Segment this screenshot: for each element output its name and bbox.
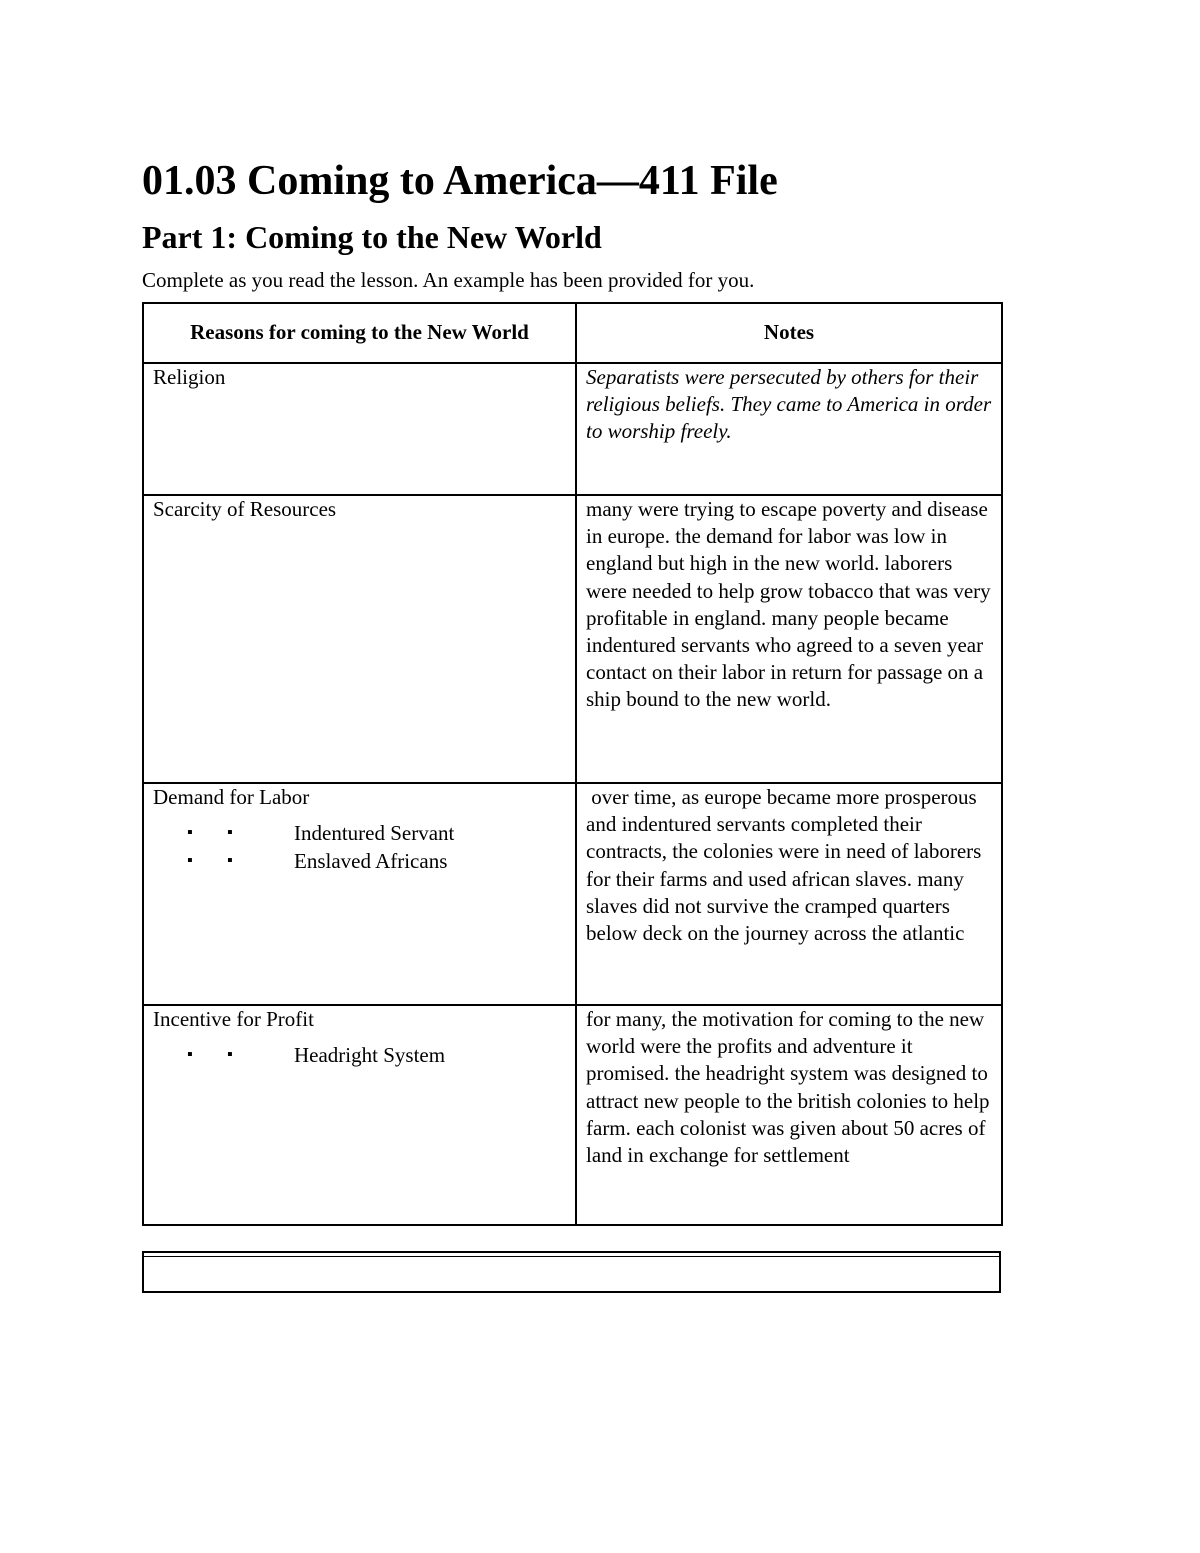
reason-label: Demand for Labor: [153, 785, 310, 809]
notes-cell[interactable]: [576, 1005, 1002, 1225]
table-header-row: [143, 303, 1002, 363]
table-row: [143, 363, 1002, 495]
list-item: [153, 819, 566, 847]
subitem-list: [153, 819, 566, 875]
notes-text: over time, as europe became more prosperous and indentured servants completed their contracts, the colonies were in need of laborers for their farms and used african slaves. many slaves did not survive the cramped quarters below deck on the journey across the atlantic: [586, 785, 987, 946]
list-item: [153, 1041, 566, 1069]
reasons-table: [142, 302, 1003, 1226]
reason-cell: [143, 783, 576, 1005]
notes-cell[interactable]: [576, 363, 1002, 495]
list-item: [153, 847, 566, 875]
table-row: [143, 1005, 1002, 1225]
empty-text-box[interactable]: [142, 1251, 1001, 1293]
table-row: [143, 495, 1002, 783]
notes-text: for many, the motivation for coming to the new world were the profits and adventure it promised. the headright system was designed to attract new people to the british colonies to help farm. each colonist was given about 50 acres of land in exchange for settlement: [586, 1007, 990, 1168]
header-notes: Notes: [576, 303, 1002, 363]
reason-cell: [143, 363, 576, 495]
reason-label: Scarcity of Resources: [153, 497, 337, 521]
bullet-icon: ▪: [227, 852, 233, 870]
notes-cell[interactable]: [576, 783, 1002, 1005]
reason-label: Religion: [153, 365, 226, 389]
notes-cell[interactable]: [576, 495, 1002, 783]
header-reasons: Reasons for coming to the New World: [143, 303, 576, 363]
bullet-icon: ▪: [227, 1046, 233, 1064]
reason-cell: [143, 495, 576, 783]
table-row: [143, 783, 1002, 1005]
part-heading: Part 1: Coming to the New World: [142, 219, 602, 255]
bullet-icon: ▪: [227, 824, 233, 842]
notes-text: many were trying to escape poverty and disease in europe. the demand for labor was low in england but high in the new world. laborers were needed to help grow tobacco that was very profitable in england. many people became indentured servants who agreed to a seven year contact on their labor in return for passage on a ship bound to the new world.: [586, 497, 991, 712]
subitem-list: [153, 1041, 566, 1069]
bullet-icon: ▪: [187, 852, 193, 870]
instructions-text: Complete as you read the lesson. An example has been provided for you.: [142, 268, 755, 292]
reason-label: Incentive for Profit: [153, 1007, 314, 1031]
notes-text: Separatists were persecuted by others for their religious beliefs. They came to America in order to worship freely.: [586, 365, 992, 444]
subitem-label: Enslaved Africans: [294, 849, 448, 874]
bullet-icon: ▪: [187, 824, 193, 842]
bullet-icon: ▪: [187, 1046, 193, 1064]
subitem-label: Headright System: [294, 1043, 446, 1068]
reason-cell: [143, 1005, 576, 1225]
document-title: 01.03 Coming to America—411 File: [142, 158, 778, 204]
subitem-label: Indentured Servant: [294, 821, 455, 846]
